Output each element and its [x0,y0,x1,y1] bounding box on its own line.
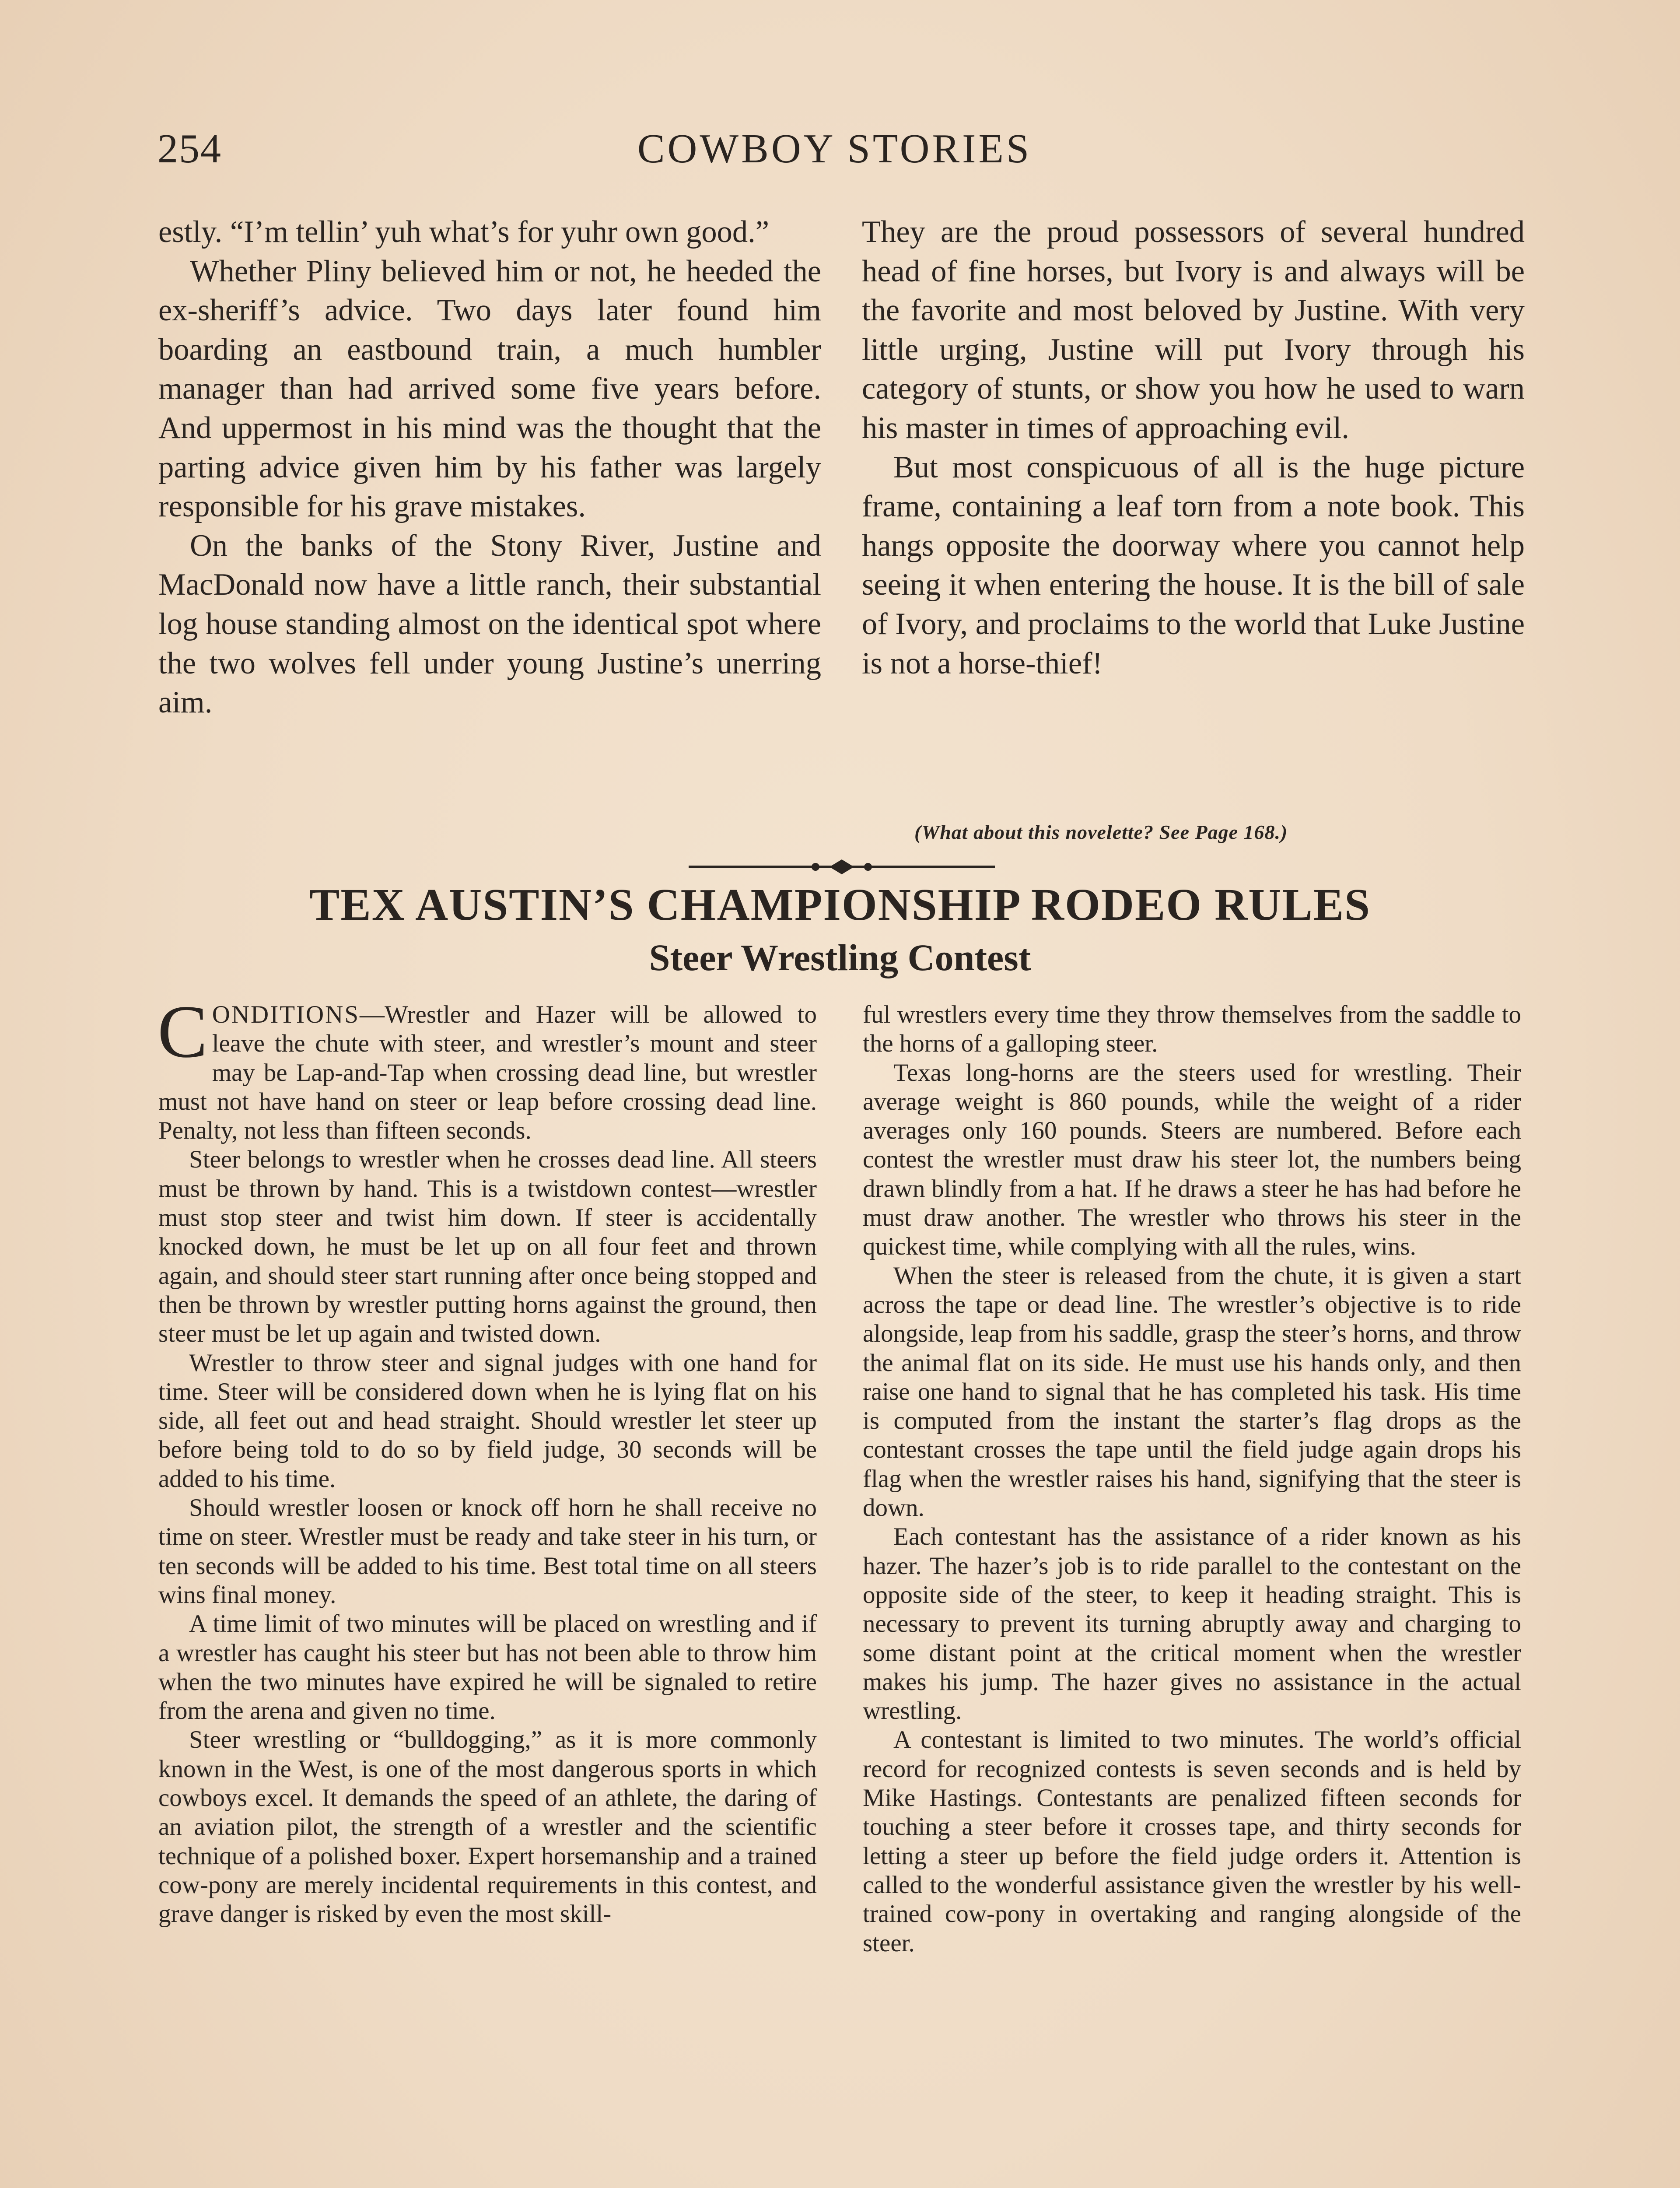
rules-paragraph: Each contestant has the assistance of a rider known as his hazer. The hazer’s job is to ride parallel to the contestant on the opposite side of the steer, to keep it heading straight. This is necessary to prevent its turning abruptly away and charging to some distant point at the critical moment when the wrestler makes his jump. The hazer gives no assistance in the actual wrestling. [863,1523,1521,1725]
rules-paragraph: A time limit of two minutes will be placed on wrestling and if a wrestler has caught his steer but has not been able to throw him when the two minutes have expired he will be signaled to retire from the arena and given no time. [158,1610,817,1725]
opening-paragraph-text: —Wrestler and Hazer will be allowed to leave the chute with steer, and wrestler’s mount and steer may be Lap-and-Tap when crossing dead line, but wrestler must not have hand on steer or leap before crossing dead line. Penalty, not less than fifteen seconds. [158,1001,817,1145]
drop-cap: C [158,990,208,1073]
rules-paragraph: A contestant is limited to two minutes. The world’s official record for recognized contests is seven seconds and is held by Mike Hastings. Contestants are penalized fifteen seconds for touching a steer before it crosses tape, and thirty seconds for letting a steer up before the field judge orders it. Attention is called to the wonderful assistance given the wrestler by his well-trained cow-pony in overtaking and ranging alongside of the steer. [863,1726,1521,1957]
rules-opening-paragraph [158,990,817,1145]
running-header [158,123,1512,175]
story-left-column [158,213,821,722]
rules-paragraph: Wrestler to throw steer and signal judges with one hand for time. Steer will be considered down when he is lying flat on his side, all feet out and head straight. Should wrestler let steer up before being told to do so by field judge, 30 seconds will be added to his time. [158,1349,817,1493]
story-paragraph: Whether Pliny believed him or not, he heeded the ex-sheriff’s advice. Two days later found him boarding an eastbound train, a much humbler manager than had arrived some five years before. And uppermost in his mind was the thought that the parting advice given him by his father was largely responsible for his grave mistakes. [158,254,821,524]
page-number: 254 [158,126,222,172]
story-paragraph: On the banks of the Stony River, Justine and MacDonald now have a little ranch, their substantial log house standing almost on the identical spot where the two wolves fell under young Justine’s unerring aim. [158,528,821,720]
rules-paragraph: Steer belongs to wrestler when he crosses dead line. All steers must be thrown by hand. This is a twistdown contest—wrestler must stop steer and twist him down. If steer is accidentally knocked down, he must be let up on all four feet and thrown again, and should steer start running after once being stopped and then be thrown by wrestler putting horns against the ground, then steer must be let up again and twisted down. [158,1146,817,1348]
article-title: TEX AUSTIN’S CHAMPIONSHIP RODEO RULES [309,880,1371,930]
rules-continuation-paragraph: ful wrestlers every time they throw themselves from the saddle to the horns of a galloping steer. [863,1001,1521,1058]
story-paragraph: But most conspicuous of all is the huge picture frame, containing a leaf torn from a note book. This hangs opposite the doorway where you cannot help seeing it when entering the house. It is the bill of sale of Ivory, and proclaims to the world that Luke Justine is not a horse-thief! [862,450,1525,680]
rules-right-column [863,1000,1521,1958]
rules-paragraph: Texas long-horns are the steers used for wrestling. Their average weight is 860 pounds, while the weight of a rider averages only 160 pounds. Steers are numbered. Before each contest the wrestler must draw his steer lot, the numbers being drawn blindly from a hat. If he draws a steer he has had before he must draw another. The wrestler who throws his steer in the quickest time, while complying with all the rules, wins. [863,1059,1521,1261]
magazine-title: COWBOY STORIES [637,126,1032,172]
rules-paragraph: When the steer is released from the chute, it is given a start across the tape or dead line. The wrestler’s objective is to ride alongside, leap from his saddle, grasp the steer’s horns, and throw the animal flat on its side. He must use his hands only, and then raise one hand to signal that he has completed his task. His time is computed from the instant the starter’s flag drops as the contestant crosses the tape until the field judge again drops his flag when the wrestler raises his hand, signifying that the steer is down. [863,1262,1521,1522]
opening-word: ONDITIONS [212,1001,360,1028]
story-paragraph: They are the proud possessors of several hundred head of fine horses, but Ivory is and always will be the favorite and most beloved by Justine. With very little urging, Justine will put Ivory through his category of stunts, or show you how he used to warn his master in times of approaching evil. [862,215,1525,445]
rules-paragraph: Steer wrestling or “bulldogging,” as it is more commonly known in the West, is one of the most dangerous sports in which cowboys excel. It demands the speed of an athlete, the daring of an aviation pilot, the strength of a wrestler and the scientific technique of a polished boxer. Expert horsemanship and a trained cow-pony are merely incidental requirements in this contest, and grave danger is risked by even the most skill- [158,1726,817,1928]
story-right-column [862,213,1525,683]
article-subtitle: Steer Wrestling Contest [649,936,1031,978]
rules-left-column [158,990,817,1929]
rules-paragraph: Should wrestler loosen or knock off horn he shall receive no time on steer. Wrestler must be ready and take steer in his turn, or ten seconds will be added to his time. Best total time on all steers wins final money. [158,1494,817,1609]
section-divider-ornament [689,856,995,878]
novelette-reference-note: (What about this novelette? See Page 168.) [914,821,1288,843]
story-paragraph: estly. “I’m tellin’ yuh what’s for yuhr own good.” [158,215,769,249]
